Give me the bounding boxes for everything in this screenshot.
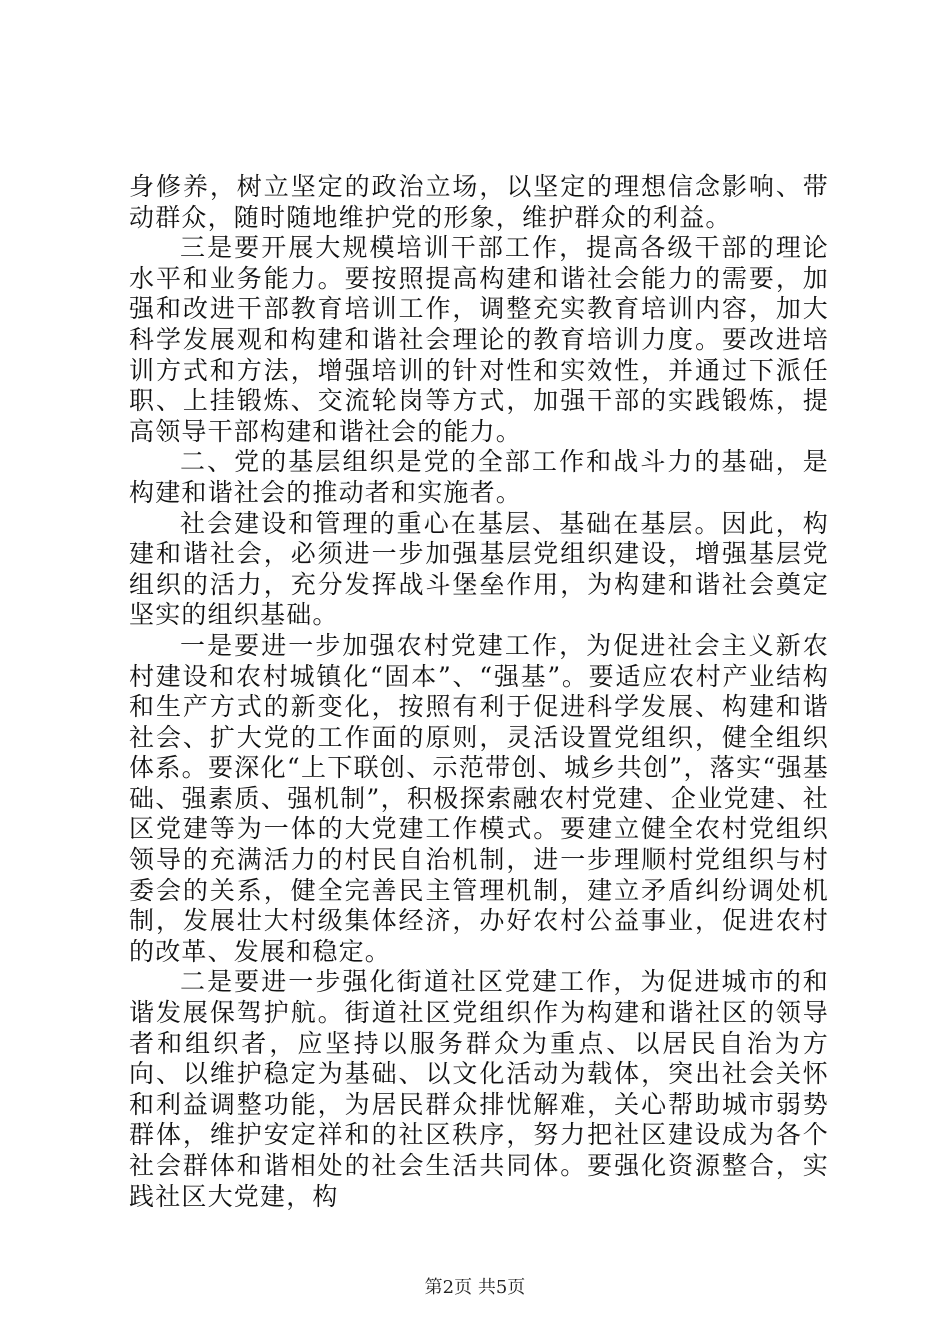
paragraph-4: 社会建设和管理的重心在基层、基础在基层。因此，构建和谐社会，必须进一步加强基层党组织建设，增强基层党组织的活力，充分发挥战斗堡垒作用，为构建和谐社会奠定坚实的组织基础。 [129,508,829,630]
paragraph-2: 三是要开展大规模培训干部工作，提高各级干部的理论水平和业务能力。要按照提高构建和谐社会能力的需要，加强和改进干部教育培训工作，调整充实教育培训内容，加大科学发展观和构建和谐社会理论的教育培训力度。要改进培训方式和方法，增强培训的针对性和实效性，并通过下派任职、上挂锻炼、交流轮岗等方式，加强干部的实践锻炼，提高领导干部构建和谐社会的能力。 [129,233,829,446]
document-body [129,172,829,1212]
paragraph-1: 身修养，树立坚定的政治立场，以坚定的理想信念影响、带动群众，随时随地维护党的形象，维护群众的利益。 [129,172,829,232]
page-number-footer: 第2页 共5页 [424,1277,526,1298]
paragraph-3-heading: 二、党的基层组织是党的全部工作和战斗力的基础，是构建和谐社会的推动者和实施者。 [129,447,829,507]
paragraph-5: 一是要进一步加强农村党建工作，为促进社会主义新农村建设和农村城镇化“固本”、“强基”。要适应农村产业结构和生产方式的新变化，按照有利于促进科学发展、构建和谐社会、扩大党的工作面的原则，灵活设置党组织，健全组织体系。要深化“上下联创、示范带创、城乡共创”，落实“强基础、强素质、强机制”，积极探索融农村党建、企业党建、社区党建等为一体的大党建工作模式。要建立健全农村党组织领导的充满活力的村民自治机制，进一步理顺村党组织与村委会的关系，健全完善民主管理机制，建立矛盾纠纷调处机制，发展壮大村级集体经济，办好农村公益事业，促进农村的改革、发展和稳定。 [129,630,829,966]
paragraph-6: 二是要进一步强化街道社区党建工作，为促进城市的和谐发展保驾护航。街道社区党组织作为构建和谐社区的领导者和组织者，应坚持以服务群众为重点、以居民自治为方向、以维护稳定为基础、以文化活动为载体，突出社会关怀和利益调整功能，为居民群众排忧解难，关心帮助城市弱势群体，维护安定祥和的社区秩序，努力把社区建设成为各个社会群体和谐相处的社会生活共同体。要强化资源整合，实践社区大党建，构 [129,967,829,1211]
